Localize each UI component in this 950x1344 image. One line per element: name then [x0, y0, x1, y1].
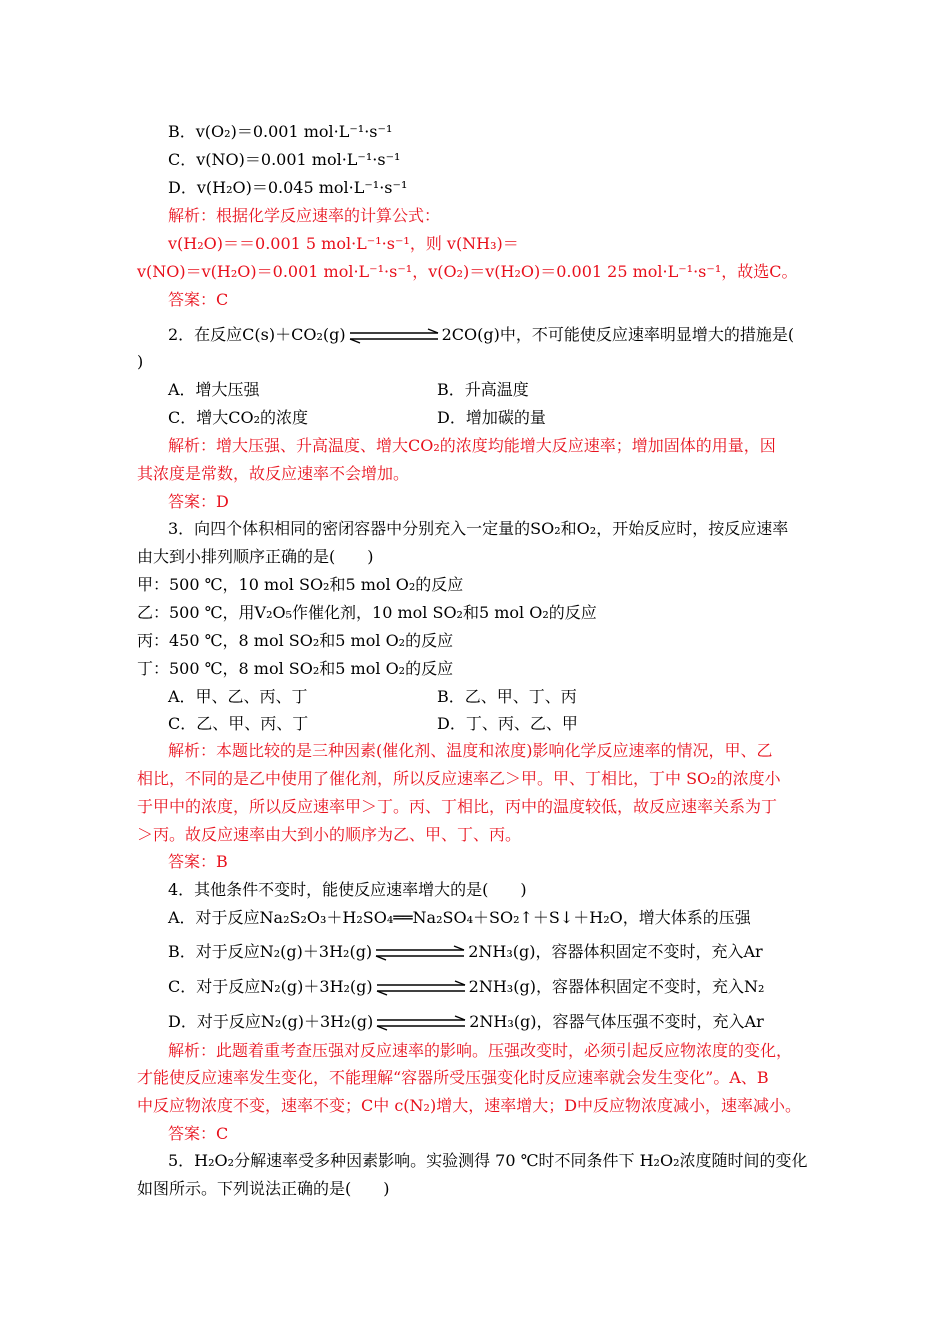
- q4-stem: 4．其他条件不变时，能使反应速率增大的是( ): [168, 880, 527, 899]
- reversible-arrow-icon: [375, 1015, 467, 1031]
- q4-answer: 答案：C: [168, 1124, 229, 1143]
- q1-analysis-line-3: v(NO)＝v(H₂O)＝0.001 mol·L⁻¹·s⁻¹，v(O₂)＝v(H₂O)＝0.001 25 mol·L⁻¹·s⁻¹，故选C。: [137, 262, 798, 281]
- q3-answer: 答案：B: [168, 852, 228, 871]
- q1-analysis-line-2: v(H₂O)＝＝0.001 5 mol·L⁻¹·s⁻¹，则 v(NH₃)＝: [168, 234, 519, 253]
- q3-condition-jia: 甲：500 ℃，10 mol SO₂和5 mol O₂的反应: [137, 575, 464, 594]
- q4-option-a: A．对于反应Na₂S₂O₃＋H₂SO₄══Na₂SO₄＋SO₂↑＋S↓＋H₂O，增大体系的压强: [168, 908, 751, 927]
- q2-option-b: B．升高温度: [437, 380, 529, 399]
- q1-option-d: D．v(H₂O)＝0.045 mol·L⁻¹·s⁻¹: [168, 178, 408, 197]
- reversible-arrow-icon: [375, 980, 467, 996]
- q2-stem-products: 2CO(g)中，不可能使反应速率明显增大的措施是(: [441, 325, 795, 344]
- q2-stem: [168, 325, 794, 345]
- q3-option-c: C．乙、甲、丙、丁: [168, 714, 309, 733]
- q2-option-d: D．增加碳的量: [437, 408, 546, 427]
- q2-analysis-line-1: 解析：增大压强、升高温度、增大CO₂的浓度均能增大反应速率；增加固体的用量，因: [168, 436, 776, 455]
- q2-stem-end: ): [137, 352, 144, 371]
- q2-option-c: C．增大CO₂的浓度: [168, 408, 309, 427]
- q4-option-c: [168, 977, 764, 997]
- q2-option-a: A．增大压强: [168, 380, 260, 399]
- q4-option-c-reactants: C．对于反应N₂(g)＋3H₂(g): [168, 977, 373, 996]
- q4-option-b-reactants: B．对于反应N₂(g)＋3H₂(g): [168, 942, 373, 961]
- q3-stem-line-1: 3．向四个体积相同的密闭容器中分别充入一定量的SO₂和O₂，开始反应时，按反应速率: [168, 519, 789, 538]
- q3-analysis-line-1: 解析：本题比较的是三种因素(催化剂、温度和浓度)影响化学反应速率的情况，甲、乙: [168, 741, 773, 760]
- q2-stem-reactants: 2．在反应C(s)＋CO₂(g): [168, 325, 346, 344]
- q5-stem-line-1: 5．H₂O₂分解速率受多种因素影响。实验测得 70 ℃时不同条件下 H₂O₂浓度随时间的变化: [168, 1151, 808, 1170]
- q4-option-d: [168, 1012, 764, 1032]
- q4-option-c-products: 2NH₃(g)，容器体积固定不变时，充入N₂: [468, 977, 765, 996]
- q3-analysis-line-4: ＞丙。故反应速率由大到小的顺序为乙、甲、丁、丙。: [137, 825, 522, 844]
- q4-option-b: [168, 942, 763, 962]
- q1-option-b: B．v(O₂)＝0.001 mol·L⁻¹·s⁻¹: [168, 122, 393, 141]
- reversible-arrow-icon: [348, 328, 440, 344]
- q4-analysis-line-2: 才能使反应速率发生变化，不能理解“容器所受压强变化时反应速率就会发生变化”。A、B: [137, 1068, 769, 1087]
- q3-condition-yi: 乙：500 ℃，用V₂O₅作催化剂，10 mol SO₂和5 mol O₂的反应: [137, 603, 597, 622]
- q1-answer: 答案：C: [168, 290, 229, 309]
- q3-condition-bing: 丙：450 ℃，8 mol SO₂和5 mol O₂的反应: [137, 631, 454, 650]
- q1-option-c: C．v(NO)＝0.001 mol·L⁻¹·s⁻¹: [168, 150, 401, 169]
- q4-analysis-line-1: 解析：此题着重考查压强对反应速率的影响。压强改变时，必须引起反应物浓度的变化，: [168, 1041, 793, 1060]
- q2-answer: 答案：D: [168, 492, 229, 511]
- q4-option-d-reactants: D．对于反应N₂(g)＋3H₂(g): [168, 1012, 374, 1031]
- q3-condition-ding: 丁：500 ℃，8 mol SO₂和5 mol O₂的反应: [137, 659, 454, 678]
- q4-option-d-products: 2NH₃(g)，容器气体压强不变时，充入Ar: [469, 1012, 764, 1031]
- q4-option-b-products: 2NH₃(g)，容器体积固定不变时，充入Ar: [468, 942, 763, 961]
- q3-option-d: D．丁、丙、乙、甲: [437, 714, 578, 733]
- reversible-arrow-icon: [374, 945, 466, 961]
- q5-stem-line-2: 如图所示。下列说法正确的是( ): [137, 1179, 390, 1198]
- q3-analysis-line-2: 相比，不同的是乙中使用了催化剂，所以反应速率乙＞甲。甲、丁相比，丁中 SO₂的浓度小: [137, 769, 781, 788]
- q1-analysis-line-1: 解析：根据化学反应速率的计算公式：: [168, 206, 441, 225]
- q3-analysis-line-3: 于甲中的浓度，所以反应速率甲＞丁。丙、丁相比，丙中的温度较低，故反应速率关系为丁: [137, 797, 778, 816]
- q3-option-a: A．甲、乙、丙、丁: [168, 687, 308, 706]
- q2-analysis-line-2: 其浓度是常数，故反应速率不会增加。: [137, 464, 410, 483]
- q4-analysis-line-3: 中反应物浓度不变，速率不变；C中 c(N₂)增大，速率增大；D中反应物浓度减小，速率减小。: [137, 1096, 802, 1115]
- q3-stem-line-2: 由大到小排列顺序正确的是( ): [137, 547, 374, 566]
- q3-option-b: B．乙、甲、丁、丙: [437, 687, 577, 706]
